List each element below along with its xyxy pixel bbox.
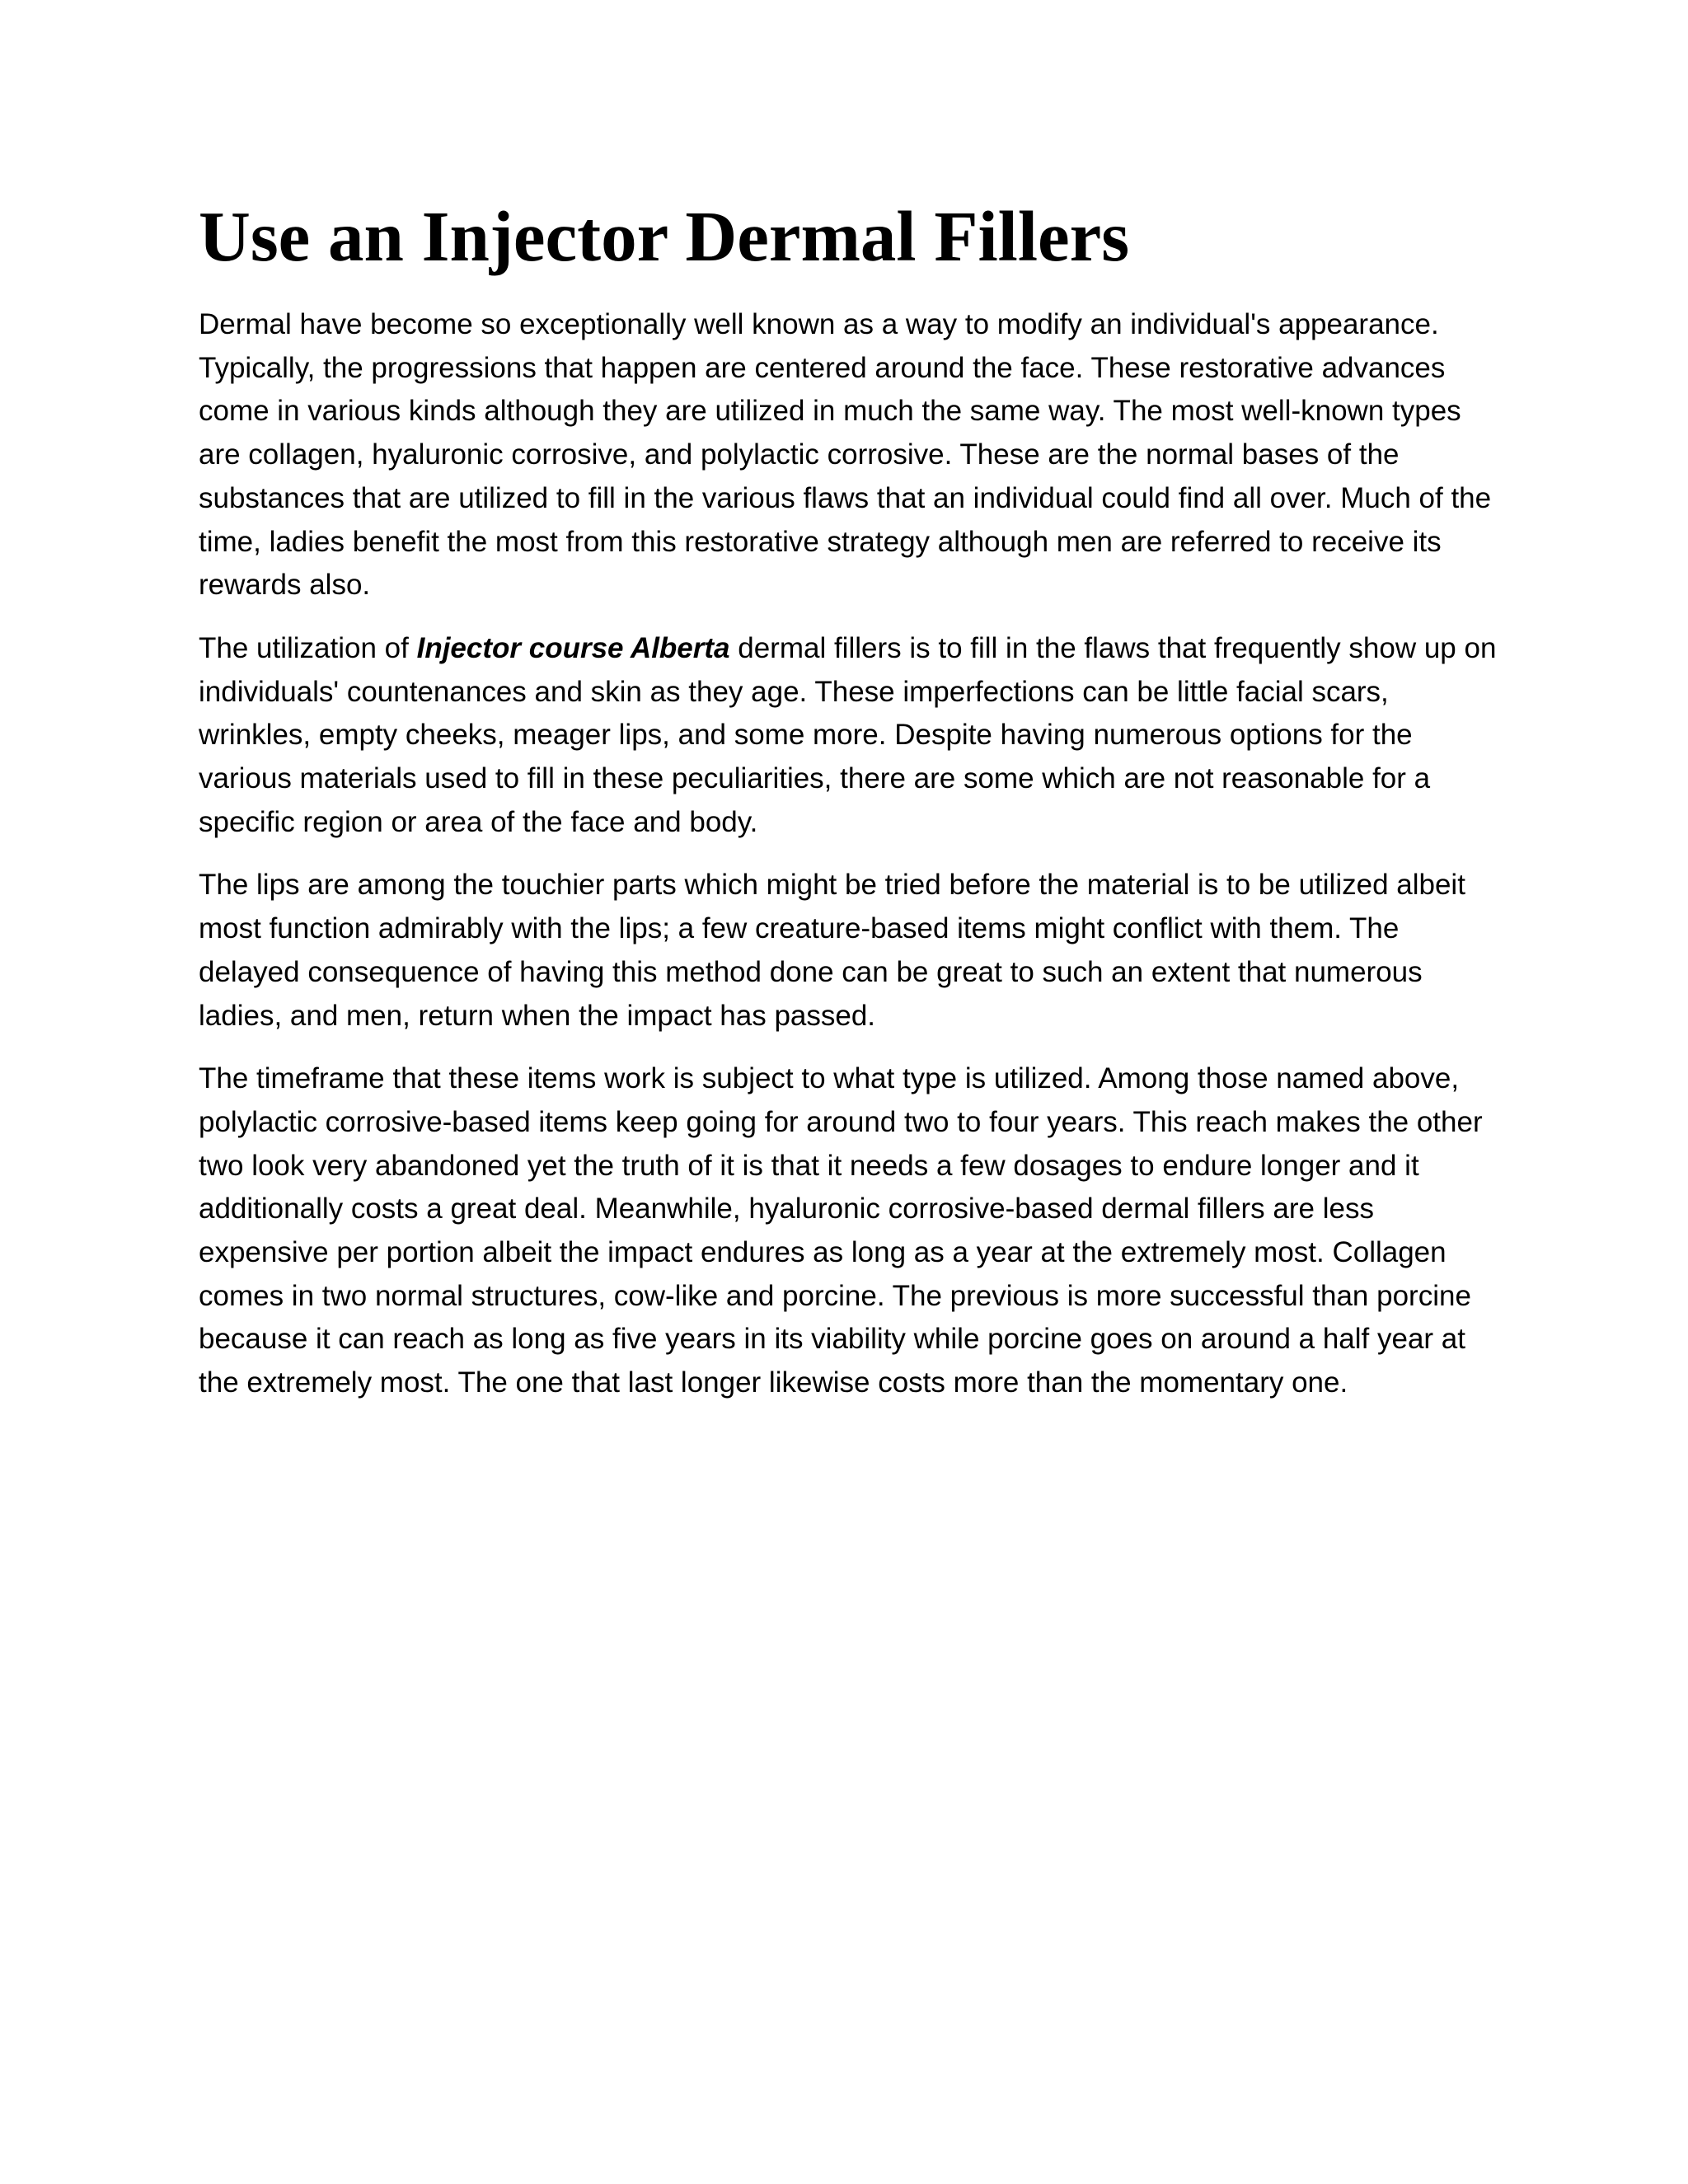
- paragraph-4: The timeframe that these items work is subject to what type is utilized. Among those named above, polylactic corrosive-based items keep going for around two to four years. This reach makes the other two look very abandoned yet the truth of it is that it needs a few dosages to endure longer and it additionally costs a great deal. Meanwhile, hyaluronic corrosive-based dermal fillers are less expensive per portion albeit the impact endures as long as a year at the extremely most. Collagen comes in two normal structures, cow-like and porcine. The previous is more successful than porcine because it can reach as long as five years in its viability while porcine goes on around a half year at the extremely most. The one that last longer likewise costs more than the momentary one.: [199, 1062, 1483, 1399]
- document-body: [199, 303, 1501, 1405]
- paragraph-3: The lips are among the touchier parts which might be tried before the material is to be utilized albeit most function admirably with the lips; a few creature-based items might conflict with them. The delayed consequence of having this method done can be great to such an extent that numerous ladies, and men, return when the impact has passed.: [199, 869, 1465, 1032]
- paragraph-2-rest: dermal fillers is to fill in the flaws that frequently show up on individuals' countenances and skin as they age. These imperfections can be little facial scars, wrinkles, empty cheeks, meager lips, and some more. Despite having numerous options for the various materials used to fill in these peculiarities, there are some which are not reasonable for a specific region or area of the face and body.: [199, 631, 1497, 838]
- emphasized-keyword[interactable]: Injector course Alberta: [416, 631, 730, 664]
- paragraph-2-lead: The utilization of: [199, 631, 417, 664]
- paragraph-1: Dermal have become so exceptionally well known as a way to modify an individual's appearance. Typically, the progressions that happen are centered around the face. These restorative advances come in various kinds although they are utilized in much the same way. The most well-known types are collagen, hyaluronic corrosive, and polylactic corrosive. These are the normal bases of the substances that are utilized to fill in the various flaws that an individual could find all over. Much of the time, ladies benefit the most from this restorative strategy although men are referred to receive its rewards also.: [199, 308, 1492, 602]
- document-page: [199, 191, 1501, 1405]
- paragraph-2: [199, 627, 1501, 845]
- document-title: Use an Injector Dermal Fillers: [199, 196, 1130, 276]
